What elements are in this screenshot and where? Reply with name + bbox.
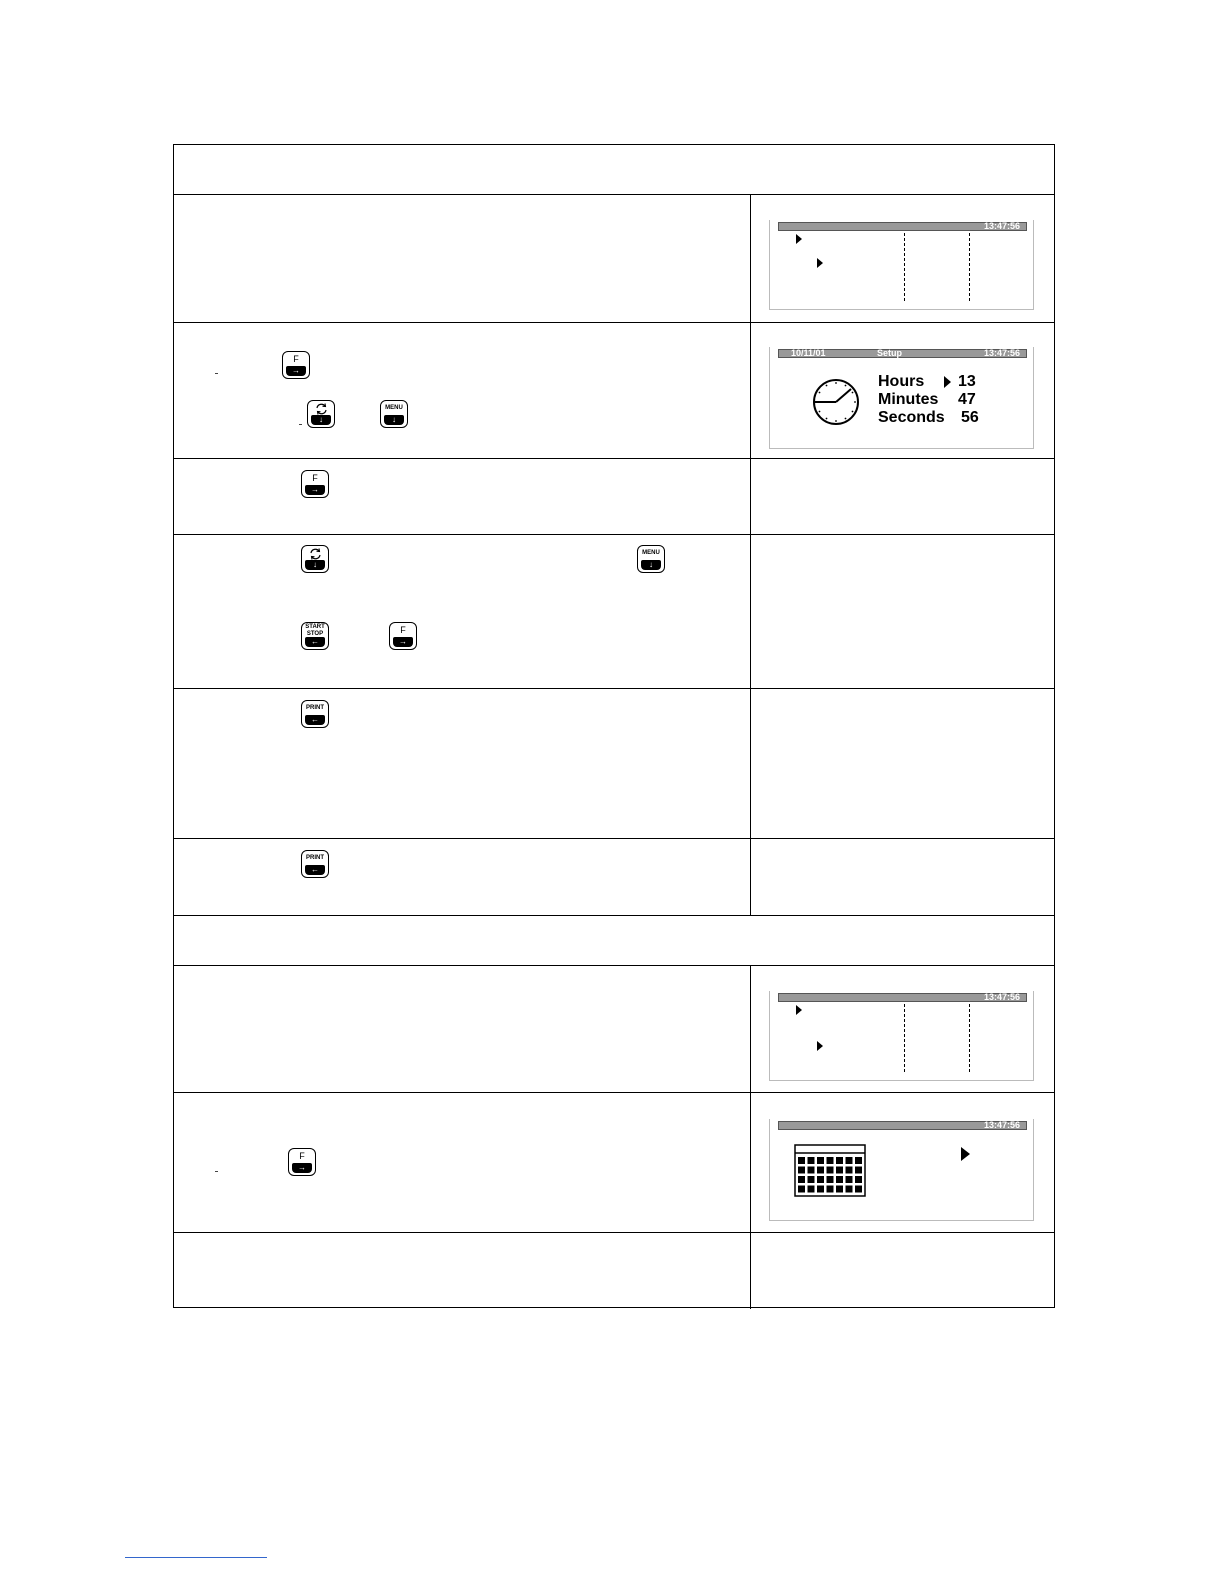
column-divider: [750, 194, 751, 916]
submenu-cursor-icon: [817, 1041, 823, 1051]
lcd-title-bar: [778, 1121, 1027, 1130]
key-label: F: [400, 625, 406, 635]
clock-icon: [811, 377, 861, 427]
calendar-cell: [827, 1157, 834, 1164]
row-divider: [174, 458, 1054, 459]
hours-value: 13: [958, 373, 976, 390]
date-cursor-icon: [961, 1147, 970, 1161]
row-divider: [174, 1092, 1054, 1093]
calendar-cell: [798, 1186, 805, 1193]
lcd-menu-screen: [769, 991, 1034, 1081]
calendar-cell: [846, 1186, 853, 1193]
key-label-start: START: [305, 624, 325, 630]
calendar-cell: [817, 1176, 824, 1183]
row-divider: [174, 838, 1054, 839]
calendar-cell: [827, 1186, 834, 1193]
calendar-cell: [827, 1176, 834, 1183]
hours-label: Hours: [878, 373, 925, 390]
calendar-cell: [798, 1176, 805, 1183]
cycle-arrows-icon: [315, 403, 328, 415]
calendar-cell: [798, 1167, 805, 1174]
row-divider: [174, 915, 1054, 916]
menu-cursor-icon: [796, 1005, 802, 1015]
arrow-left-icon: ←: [305, 637, 325, 647]
row-divider: [174, 1232, 1054, 1233]
key-label: F: [293, 354, 299, 364]
menu-key-icon: [380, 400, 408, 428]
key-label: F: [312, 473, 318, 483]
key-label: MENU: [385, 405, 403, 411]
hours-cursor-icon: [944, 376, 951, 388]
column-separator: [904, 233, 905, 301]
lcd-title-bar: [778, 222, 1027, 231]
calendar-cell: [808, 1186, 815, 1193]
cycle-key-icon: [307, 400, 335, 428]
calendar-cell: [855, 1157, 862, 1164]
print-key-icon: [301, 700, 329, 728]
calendar-cell: [817, 1186, 824, 1193]
dash-mark: [215, 373, 218, 374]
arrow-down-icon: ↓: [641, 560, 661, 570]
calendar-icon: [794, 1144, 868, 1198]
calendar-cell: [855, 1186, 862, 1193]
row-divider: [174, 965, 1054, 966]
cycle-arrows-icon: [309, 548, 322, 560]
minutes-label: Minutes: [878, 391, 939, 408]
start-stop-key-icon: [301, 622, 329, 650]
seconds-label: Seconds: [878, 409, 945, 426]
lcd-title-bar: [778, 993, 1027, 1002]
column-separator: [969, 233, 970, 301]
calendar-cell: [846, 1157, 853, 1164]
key-label-stop: STOP: [306, 631, 324, 637]
row-divider: [174, 194, 1054, 195]
calendar-cell: [836, 1157, 843, 1164]
calendar-cell: [836, 1167, 843, 1174]
print-key-icon: [301, 850, 329, 878]
lcd-title-bar: [778, 349, 1027, 358]
arrow-right-icon: →: [393, 637, 413, 647]
calendar-cell: [836, 1176, 843, 1183]
menu-key-icon: [637, 545, 665, 573]
calendar-cell: [846, 1167, 853, 1174]
lcd-time: 13:47:56: [983, 221, 1020, 231]
arrow-left-icon: ←: [305, 715, 325, 725]
lcd-time: 13:47:56: [983, 992, 1020, 1002]
calendar-cell: [798, 1157, 805, 1164]
f-key-icon: [288, 1148, 316, 1176]
lcd-date-screen: [769, 1119, 1034, 1221]
lcd-time: 13:47:56: [983, 348, 1020, 358]
arrow-down-icon: ↓: [384, 415, 404, 425]
column-separator: [904, 1004, 905, 1072]
calendar-cell: [855, 1176, 862, 1183]
calendar-cell: [808, 1176, 815, 1183]
lcd-time: 13:47:56: [983, 1120, 1020, 1130]
key-label: F: [299, 1151, 305, 1161]
arrow-left-icon: ←: [305, 865, 325, 875]
row-divider: [174, 534, 1054, 535]
lcd-menu-screen: [769, 220, 1034, 310]
column-separator: [969, 1004, 970, 1072]
calendar-cell: [836, 1186, 843, 1193]
calendar-cell: [808, 1167, 815, 1174]
f-key-icon: [282, 351, 310, 379]
f-key-icon: [301, 470, 329, 498]
calendar-cell: [808, 1157, 815, 1164]
arrow-down-icon: ↓: [305, 560, 325, 570]
key-label: MENU: [642, 550, 660, 556]
arrow-right-icon: →: [305, 485, 325, 495]
minutes-value: 47: [958, 391, 976, 408]
menu-cursor-icon: [796, 234, 802, 244]
arrow-right-icon: →: [286, 366, 306, 376]
f-key-icon: [389, 622, 417, 650]
dash-mark: [299, 424, 302, 425]
cycle-key-icon: [301, 545, 329, 573]
dash-mark: [215, 1171, 218, 1172]
lcd-setup-screen: [769, 347, 1034, 449]
row-divider: [174, 322, 1054, 323]
submenu-cursor-icon: [817, 258, 823, 268]
footer-link-line: [125, 1557, 267, 1558]
arrow-down-icon: ↓: [311, 415, 331, 425]
lcd-title: Setup: [877, 348, 903, 358]
calendar-cell: [817, 1157, 824, 1164]
row-divider: [174, 688, 1054, 689]
lcd-date: 10/11/01: [791, 348, 826, 358]
calendar-cell: [817, 1167, 824, 1174]
arrow-right-icon: →: [292, 1163, 312, 1173]
calendar-cell: [855, 1167, 862, 1174]
seconds-value: 56: [961, 409, 979, 426]
key-label: PRINT: [306, 705, 324, 711]
column-divider: [750, 965, 751, 1309]
calendar-cell: [846, 1176, 853, 1183]
key-label: PRINT: [306, 855, 324, 861]
calendar-cell: [827, 1167, 834, 1174]
